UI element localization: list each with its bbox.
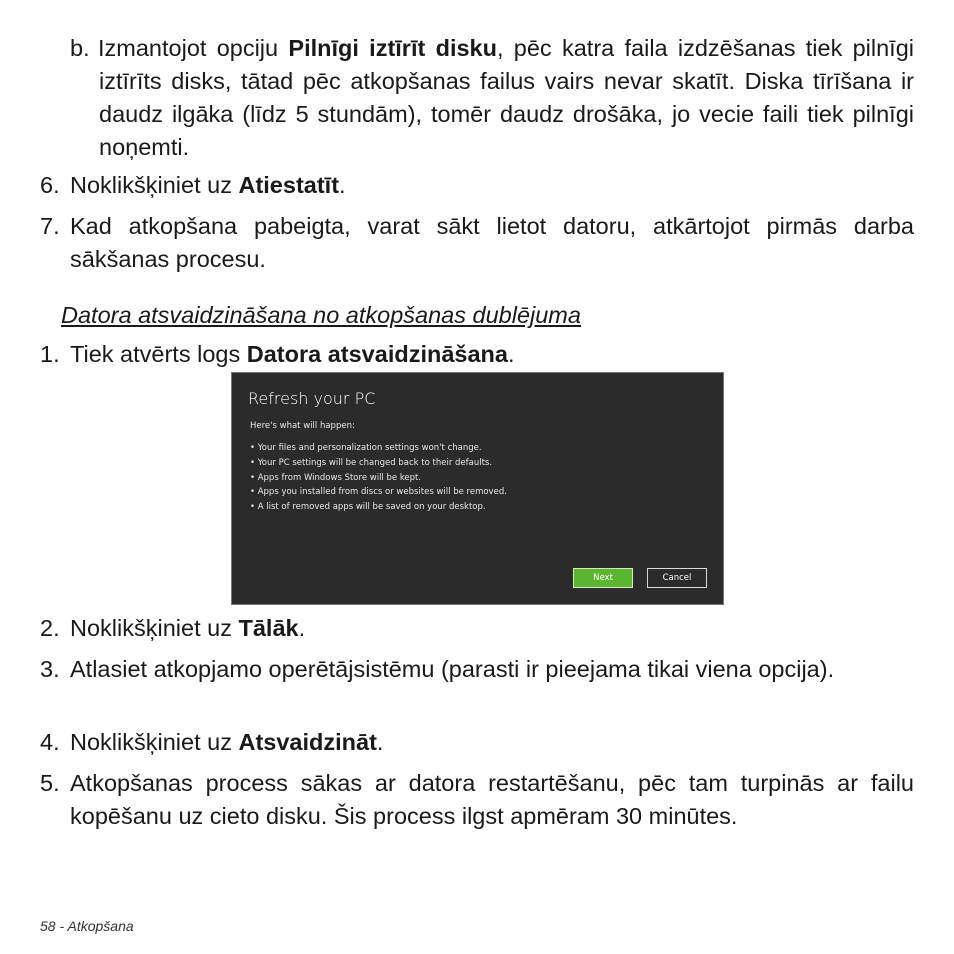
- step-bold: Datora atsvaidzināšana: [246, 341, 508, 367]
- step-text: [70, 767, 914, 833]
- item-b-text: [99, 32, 914, 164]
- step-number: 3.: [40, 656, 60, 682]
- step-pre: Tiek atvērts logs: [70, 341, 247, 367]
- step-post: .: [507, 341, 515, 367]
- cancel-button[interactable]: Cancel: [647, 568, 707, 588]
- refresh-pc-screenshot: [231, 372, 724, 605]
- section-subheading: Datora atsvaidzināšana no atkopšanas dublējuma: [61, 302, 581, 328]
- step-number: 7.: [40, 213, 60, 239]
- step-pre: Atkopšanas process sākas ar datora restartēšanu, pēc tam turpinās ar failu kopēšanu uz cieto disku. Šis process ilgst apmēram 30 minūtes.: [70, 770, 914, 829]
- list-item: • Apps from Windows Store will be kept.: [250, 471, 507, 486]
- list-item: • Apps you installed from discs or websites will be removed.: [250, 485, 507, 500]
- step-post: .: [298, 615, 306, 641]
- step-pre: Kad atkopšana pabeigta, varat sākt lietot datoru, atkārtojot pirmās darba sākšanas procesu.: [70, 213, 914, 272]
- step-post: .: [339, 172, 346, 198]
- step-text: [70, 726, 914, 759]
- step-number: 5.: [40, 770, 60, 796]
- step-text: [70, 612, 914, 645]
- dialog-bullet-list: [250, 441, 507, 515]
- step-text: [70, 653, 914, 686]
- step-number: 6.: [40, 172, 60, 198]
- item-b-pre: Izmantojot opciju: [98, 35, 289, 61]
- step-text: [70, 338, 914, 371]
- page-footer: 58 - Atkopšana: [40, 918, 134, 934]
- step-pre: Noklikšķiniet uz: [70, 172, 239, 198]
- step-number: 1.: [40, 341, 60, 367]
- step-text: [70, 210, 914, 276]
- step-bold: Tālāk: [238, 615, 299, 641]
- step-bold: Atiestatīt: [238, 172, 340, 198]
- next-button[interactable]: Next: [573, 568, 633, 588]
- item-b-bold: Pilnīgi iztīrīt disku: [288, 35, 497, 61]
- item-marker: b.: [70, 35, 90, 61]
- step-pre: Noklikšķiniet uz: [70, 615, 239, 641]
- item-b-post: , pēc katra faila izdzēšanas tiek pilnīgi iztīrīts disks, tātad pēc atkopšanas failus vairs nevar skatīt. Diska tīrīšana ir daudz ilgāka (līdz 5 stundām), tomēr daudz drošāka, jo vecie faili tiek pilnīgi noņemti.: [99, 35, 914, 160]
- dialog-title: Refresh your PC: [248, 389, 376, 408]
- step-post: .: [376, 729, 384, 755]
- step-number: 4.: [40, 729, 60, 755]
- list-item: • A list of removed apps will be saved on your desktop.: [250, 500, 507, 515]
- list-item: • Your PC settings will be changed back to their defaults.: [250, 456, 507, 471]
- step-text: [70, 169, 914, 202]
- list-item: • Your files and personalization settings won't change.: [250, 441, 507, 456]
- dialog-subtitle: Here's what will happen:: [250, 421, 355, 431]
- step-bold: Atsvaidzināt: [238, 729, 377, 755]
- step-pre: Noklikšķiniet uz: [70, 729, 239, 755]
- step-number: 2.: [40, 615, 60, 641]
- step-pre: Atlasiet atkopjamo operētājsistēmu (parasti ir pieejama tikai viena opcija).: [70, 656, 835, 682]
